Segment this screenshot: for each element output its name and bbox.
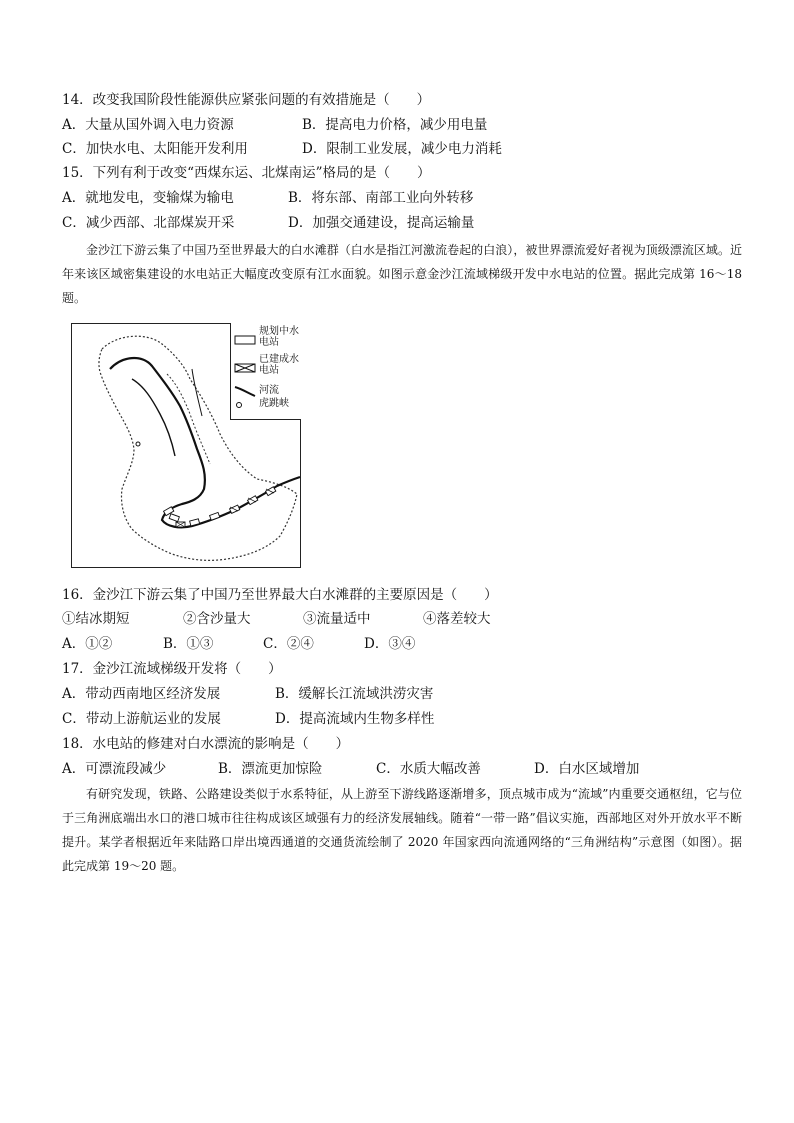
tiger-gorge-icon [234, 400, 256, 410]
q18-option-a: A．可漂流段减少 [62, 761, 167, 777]
q16-option-c: C．②④ [263, 636, 314, 652]
q17-option-b: B．缓解长江流域洪涝灾害 [275, 686, 434, 702]
legend-river-label: 河流 [259, 385, 279, 396]
q15-option-c: C．减少西部、北部煤炭开采 [62, 215, 235, 231]
built-station-icon [234, 363, 256, 373]
planned-station-icon [234, 335, 256, 345]
station-built [210, 512, 220, 520]
q15-stem: 15．下列有利于改变“西煤东运、北煤南运”格局的是（ ） [62, 165, 431, 181]
q14-option-a: A．大量从国外调入电力资源 [62, 117, 234, 133]
q17-stem: 17．金沙江流域梯级开发将（ ） [62, 661, 282, 677]
q18-option-d: D．白水区域增加 [534, 761, 640, 777]
q18-option-b: B．漂流更加惊险 [218, 761, 323, 777]
q16-option-d: D．③④ [364, 636, 416, 652]
q18-stem: 18．水电站的修建对白水漂流的影响是（ ） [62, 736, 350, 752]
map-legend [230, 323, 301, 420]
legend-planned-label: 规划中水电站 [259, 326, 299, 348]
q18-option-c: C．水质大幅改善 [376, 761, 481, 777]
river-icon [234, 385, 256, 397]
q16-item-1: ①结冰期短 [62, 611, 130, 627]
q16-stem: 16．金沙江下游云集了中国乃至世界最大白水滩群的主要原因是（ ） [62, 587, 498, 603]
legend-tiger-label: 虎跳峡 [259, 398, 289, 409]
passage-jinsha: 金沙江下游云集了中国乃至世界最大的白水滩群（白水是指江河激流卷起的白浪），被世界漂流爱好者视为顶级漂流区域。近年来该区域密集建设的水电站正大幅度改变原有江水面貌。如图示意金沙江流域梯级开发中水电站的位置。据此完成第 16～18 题。 [62, 243, 742, 305]
q14-option-d: D．限制工业发展，减少电力消耗 [302, 141, 502, 157]
tiger-leaping-gorge-marker [136, 442, 140, 446]
passage-transport: 有研究发现，铁路、公路建设类似于水系特征，从上游至下游线路逐渐增多，顶点城市成为“流域”内重要交通枢纽，它与位于三角洲底端出水口的港口城市往往构成该区域强有力的经济发展轴线。随着“一带一路”倡议实施，西部地区对外开放水平不断提升。某学者根据近年来陆路口岸出境西通道的交通货流绘制了 2020 年国家西向流通网络的“三角洲结构”示意图（如图）。据此完成第 19～20 题。 [62, 787, 742, 873]
q16-option-a: A．①② [62, 636, 113, 652]
q14-option-c: C．加快水电、太阳能开发利用 [62, 141, 248, 157]
q15-option-b: B．将东部、南部工业向外转移 [288, 190, 474, 206]
q15-option-a: A．就地发电，变输煤为输电 [62, 190, 234, 206]
tributary [192, 369, 202, 416]
q16-item-4: ④落差较大 [423, 611, 491, 627]
built-stations [164, 487, 276, 527]
legend-built-label: 已建成水电站 [259, 354, 299, 376]
q16-item-2: ②含沙量大 [183, 611, 251, 627]
q16-option-b: B．①③ [163, 636, 214, 652]
q14-stem: 14．改变我国阶段性能源供应紧张问题的有效措施是（ ） [62, 92, 431, 108]
q14-option-b: B．提高电力价格，减少用电量 [302, 117, 488, 133]
q17-option-c: C．带动上游航运业的发展 [62, 711, 221, 727]
q17-option-d: D．提高流域内生物多样性 [275, 711, 435, 727]
q17-option-a: A．带动西南地区经济发展 [62, 686, 221, 702]
q16-item-3: ③流量适中 [303, 611, 371, 627]
q15-option-d: D．加强交通建设，提高运输量 [288, 215, 475, 231]
station-built [169, 514, 179, 522]
